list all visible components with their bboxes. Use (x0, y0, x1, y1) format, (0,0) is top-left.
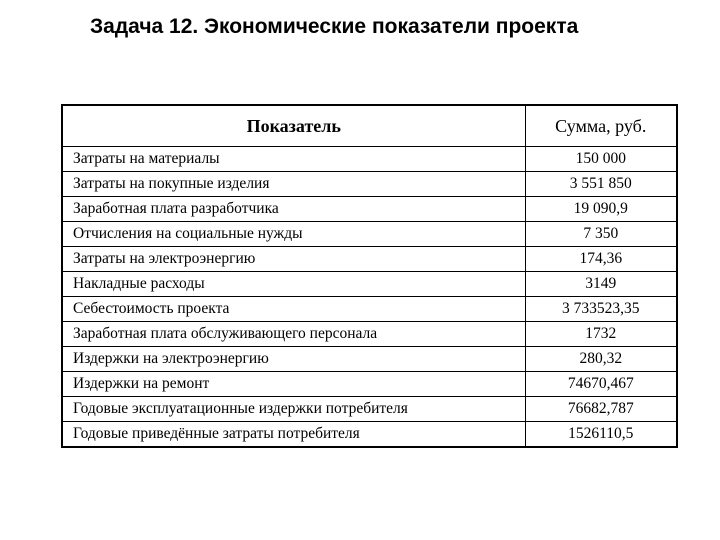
table-row (62, 372, 677, 397)
table-row (62, 172, 677, 197)
table-row (62, 272, 677, 297)
row-indicator-name: Себестоимость проекта (62, 297, 525, 322)
row-indicator-name: Накладные расходы (62, 272, 525, 297)
table-row (62, 347, 677, 372)
row-sum-value: 1732 (525, 322, 677, 347)
table-row (62, 197, 677, 222)
header-sum: Сумма, руб. (525, 105, 677, 147)
row-sum-value: 280,32 (525, 347, 677, 372)
table-header-row (62, 105, 677, 147)
indicators-table-container (61, 104, 676, 448)
indicators-table (61, 104, 678, 448)
row-indicator-name: Годовые приведённые затраты потребителя (62, 422, 525, 448)
table-row (62, 397, 677, 422)
row-sum-value: 3 551 850 (525, 172, 677, 197)
row-sum-value: 3 733523,35 (525, 297, 677, 322)
table-row (62, 322, 677, 347)
row-indicator-name: Издержки на электроэнергию (62, 347, 525, 372)
row-sum-value: 1526110,5 (525, 422, 677, 448)
table-row (62, 147, 677, 172)
row-indicator-name: Годовые эксплуатационные издержки потребителя (62, 397, 525, 422)
row-sum-value: 76682,787 (525, 397, 677, 422)
row-sum-value: 150 000 (525, 147, 677, 172)
row-indicator-name: Затраты на электроэнергию (62, 247, 525, 272)
table-row (62, 422, 677, 448)
row-sum-value: 174,36 (525, 247, 677, 272)
table-body (62, 147, 677, 448)
slide-title: Задача 12. Экономические показатели проекта (90, 15, 579, 38)
row-sum-value: 7 350 (525, 222, 677, 247)
header-indicator: Показатель (62, 105, 525, 147)
row-indicator-name: Затраты на покупные изделия (62, 172, 525, 197)
table-row (62, 297, 677, 322)
table-row (62, 247, 677, 272)
row-indicator-name: Отчисления на социальные нужды (62, 222, 525, 247)
row-indicator-name: Заработная плата разработчика (62, 197, 525, 222)
row-indicator-name: Затраты на материалы (62, 147, 525, 172)
row-sum-value: 19 090,9 (525, 197, 677, 222)
row-sum-value: 3149 (525, 272, 677, 297)
row-indicator-name: Заработная плата обслуживающего персонала (62, 322, 525, 347)
row-sum-value: 74670,467 (525, 372, 677, 397)
row-indicator-name: Издержки на ремонт (62, 372, 525, 397)
table-row (62, 222, 677, 247)
